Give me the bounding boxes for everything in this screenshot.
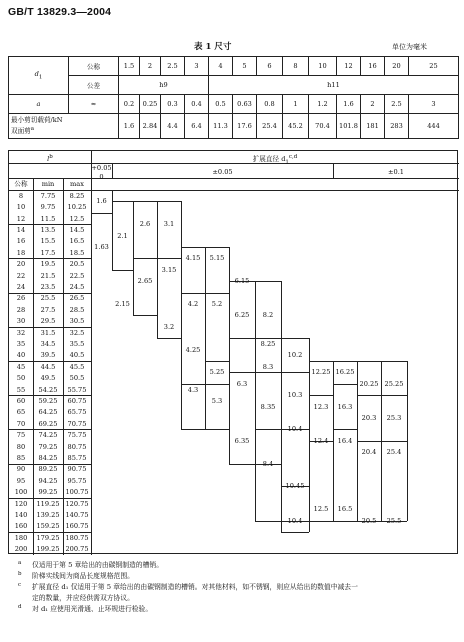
rule-v	[281, 372, 282, 429]
expanded-diameter: 12.5	[313, 505, 329, 514]
length-max: 22.5	[69, 271, 85, 280]
shear-cell: 181	[361, 114, 385, 139]
rule-h	[181, 384, 205, 385]
length-min: 25.5	[40, 294, 56, 303]
rule-h	[281, 338, 309, 339]
length-nominal: 40	[16, 351, 26, 360]
a-cell: 3	[409, 95, 459, 114]
length-nominal: 26	[16, 294, 26, 303]
expanded-diameter: 8.35	[260, 402, 276, 411]
length-min: 69.25	[38, 419, 58, 428]
length-min: 39.5	[40, 351, 56, 360]
length-max: 200.75	[65, 545, 89, 554]
col-max: max	[70, 180, 84, 188]
rule-v	[281, 486, 282, 520]
length-min: 89.25	[38, 465, 58, 474]
shear-cell: 4.4	[161, 114, 185, 139]
length-min: 9.75	[40, 203, 56, 212]
tolerance-plus: +0.05	[91, 164, 112, 172]
rule-v	[133, 201, 134, 258]
shear-cell: 1.6	[119, 114, 140, 139]
rule-v	[309, 361, 310, 395]
rule-h	[357, 395, 381, 396]
rule-h	[333, 521, 357, 522]
rule-h	[333, 429, 357, 430]
expanded-diameter: 20.5	[361, 516, 377, 525]
rule-h	[205, 361, 229, 362]
tolerance-h9: h9	[119, 76, 209, 95]
nominal-cell: 6	[257, 57, 283, 76]
footnote: d 对 d₁ 应使用光滑通、止环规进行检验。	[18, 604, 153, 613]
rule-v	[407, 395, 408, 441]
rule-v	[205, 384, 206, 430]
rule-h	[255, 521, 281, 522]
rule-h	[281, 372, 309, 373]
rule-v	[281, 281, 282, 338]
tolerance-h11: h11	[209, 76, 459, 95]
nominal-cell: 8	[283, 57, 309, 76]
expanded-diameter: 10.3	[287, 391, 303, 400]
rule-h	[381, 395, 407, 396]
nominal-cell: 10	[309, 57, 337, 76]
length-min: 74.25	[38, 431, 58, 440]
length-min: 84.25	[38, 453, 58, 462]
length-nominal: 60	[16, 396, 26, 405]
rule-h	[9, 327, 91, 328]
expanded-diameter: 8.25	[260, 339, 276, 348]
expanded-diameter: 6.35	[234, 436, 250, 445]
length-nominal: 16	[16, 237, 26, 246]
length-nominal: 32	[16, 328, 26, 337]
expanded-diameter: 8.3	[262, 362, 274, 371]
rule-h	[255, 429, 281, 430]
length-min: 31.5	[40, 328, 56, 337]
length-min: 29.5	[40, 317, 56, 326]
length-min: 19.5	[40, 260, 56, 269]
length-nominal: 12	[16, 214, 26, 223]
nominal-cell: 25	[409, 57, 459, 76]
length-max: 100.75	[65, 488, 89, 497]
rule-h	[255, 281, 281, 282]
length-min: 119.25	[36, 499, 60, 508]
dimension-table-top	[8, 56, 459, 139]
length-min: 13.5	[40, 225, 56, 234]
footnote: 定的数量，并应经供需双方协议。	[32, 594, 134, 602]
length-max: 160.75	[65, 522, 89, 531]
length-max: 8.25	[69, 191, 85, 200]
rule-h	[255, 372, 281, 373]
rule-h	[133, 258, 157, 259]
rule-h	[229, 372, 255, 373]
length-min: 15.5	[40, 237, 56, 246]
expanded-diameter: 10.4	[287, 425, 303, 434]
length-min: 49.5	[40, 374, 56, 383]
length-nominal: 14	[16, 225, 26, 234]
length-max: 45.5	[69, 362, 85, 371]
expanded-diameter: 16.4	[337, 436, 353, 445]
expanded-diameter: 16.3	[337, 402, 353, 411]
rule-h	[133, 315, 157, 316]
a-cell: 2.5	[385, 95, 409, 114]
rule-h	[157, 201, 181, 202]
length-nominal: 85	[16, 453, 26, 462]
shear-cell: 283	[385, 114, 409, 139]
footnote: c 扩展直径 d₁ 仅适用于第 5 章给出的由碳钢制造的槽销。对其他材料，如不锈钢，则应从给出的数值中减去一	[18, 582, 358, 591]
shear-cell: 45.2	[283, 114, 309, 139]
rule-v	[255, 429, 256, 463]
length-min: 159.25	[36, 522, 60, 531]
rule-h	[181, 247, 205, 248]
rule-h	[205, 384, 229, 385]
expanded-diameter: 2.15	[115, 300, 130, 308]
rule-h	[205, 293, 229, 294]
rule-h	[91, 213, 112, 214]
length-max: 60.75	[67, 396, 87, 405]
rule-v	[157, 201, 158, 258]
rule-v	[381, 361, 382, 395]
expanded-diameter: 10.4	[287, 516, 303, 525]
rule-v	[133, 258, 134, 315]
expanded-diameter: 5.2	[211, 300, 223, 308]
length-max: 55.75	[67, 385, 87, 394]
length-min: 199.25	[36, 545, 60, 554]
a-cell: 0.5	[209, 95, 233, 114]
rule-v	[407, 361, 408, 395]
rule-h	[157, 338, 181, 339]
rule-h	[9, 498, 91, 499]
rule-h	[205, 429, 229, 430]
length-nominal: 18	[16, 248, 26, 257]
tolerance-pm-005: ±0.05	[212, 168, 233, 176]
expanded-diameter: 2.65	[137, 277, 153, 286]
a-cell: 0.63	[233, 95, 257, 114]
expanded-diameter: 10.45	[285, 482, 305, 491]
expanded-diameter: 4.25	[185, 345, 201, 354]
a-cell: 0.8	[257, 95, 283, 114]
length-max: 26.5	[69, 294, 85, 303]
length-max: 32.5	[69, 328, 85, 337]
rule-v	[357, 361, 358, 395]
nominal-cell: 1.5	[119, 57, 140, 76]
rule-h	[281, 532, 309, 533]
rule-h	[255, 338, 281, 339]
rule-h	[9, 429, 91, 430]
nominal-cell: 16	[361, 57, 385, 76]
rule-h	[381, 361, 407, 362]
length-max: 40.5	[69, 351, 85, 360]
length-min: 21.5	[40, 271, 56, 280]
expanded-diameter: 2.1	[117, 231, 128, 240]
length-min: 54.25	[38, 385, 58, 394]
length-max: 35.5	[69, 339, 85, 348]
length-min: 139.25	[36, 510, 60, 519]
expanded-diameter: 12.25	[311, 368, 331, 377]
shear-cell: 2.84	[140, 114, 161, 139]
a-cell: 0.25	[140, 95, 161, 114]
length-nominal: 100	[14, 488, 28, 497]
length-max: 65.75	[67, 408, 87, 417]
rule-h	[9, 178, 459, 179]
rule-h	[229, 338, 255, 339]
rule-h	[9, 464, 91, 465]
length-min: 79.25	[38, 442, 58, 451]
length-max: 120.75	[65, 499, 89, 508]
expanded-diameter: 25.5	[386, 516, 402, 525]
length-min: 23.5	[40, 282, 56, 291]
a-cell: 1.2	[309, 95, 337, 114]
rule-h	[333, 361, 357, 362]
length-min: 179.25	[36, 533, 60, 542]
expanded-diameter: 5.25	[209, 368, 225, 377]
length-max: 24.5	[69, 282, 85, 291]
rule-h	[357, 361, 381, 362]
expanded-diameter: 3.2	[163, 322, 175, 331]
expanded-diameter: 20.4	[361, 448, 377, 457]
length-min: 27.5	[40, 305, 56, 314]
length-nominal: 28	[16, 305, 26, 314]
length-nominal: 120	[14, 499, 28, 508]
rule-v	[229, 338, 230, 372]
expanded-diameter: 16.5	[337, 505, 353, 514]
length-max: 28.5	[69, 305, 85, 314]
a-label: a	[9, 95, 69, 114]
footnote: a 仅适用于第 5 章给出的由碳钢制造的槽销。	[18, 560, 163, 569]
length-max: 80.75	[67, 442, 87, 451]
rule-h	[357, 441, 381, 442]
length-max: 140.75	[65, 510, 89, 519]
rule-h	[9, 293, 91, 294]
a-cell: 0.4	[185, 95, 209, 114]
expanded-diameter: 4.3	[187, 385, 199, 394]
length-max: 16.5	[69, 237, 85, 246]
rule-h	[181, 293, 205, 294]
footnotes	[8, 560, 458, 615]
nominal-cell: 2	[140, 57, 161, 76]
length-nominal: 35	[16, 339, 26, 348]
expanded-diameter: 6.25	[234, 311, 250, 320]
length-nominal: 160	[14, 522, 28, 531]
rule-h	[112, 270, 133, 271]
standard-header: GB/T 13829.3—2004	[8, 6, 112, 18]
length-max: 10.25	[67, 203, 87, 212]
rule-h	[309, 521, 333, 522]
expanded-diameter: 5.15	[209, 254, 225, 263]
rule-h	[381, 441, 407, 442]
shear-cell: 6.4	[185, 114, 209, 139]
length-max: 85.75	[67, 453, 87, 462]
length-nominal: 24	[16, 282, 26, 291]
shear-cell: 70.4	[309, 114, 337, 139]
rule-v	[255, 464, 256, 521]
length-nominal: 30	[16, 317, 26, 326]
expanded-diameter: 8.4	[262, 459, 274, 468]
expanded-diameter: 12.3	[313, 402, 329, 411]
expanded-diameter: 4.15	[185, 254, 201, 263]
rule-h	[9, 190, 459, 191]
rule-v	[407, 441, 408, 521]
length-nominal: 200	[14, 545, 28, 554]
rule-h	[91, 190, 112, 191]
length-max: 12.5	[69, 214, 85, 223]
rule-h	[309, 361, 333, 362]
expanded-diameter: 20.3	[361, 414, 377, 422]
a-approx: ≈	[69, 95, 119, 114]
rule-h	[112, 201, 133, 202]
expanded-diameter: 6.15	[234, 277, 250, 286]
length-max: 180.75	[65, 533, 89, 542]
expanded-diameter: 25.4	[386, 448, 402, 457]
length-max: 75.75	[67, 431, 87, 440]
rule-h	[157, 258, 181, 259]
rule-h	[333, 384, 357, 385]
length-nominal: 45	[16, 362, 26, 371]
table-caption: 表 1 尺寸	[194, 42, 232, 52]
expanded-diameter: 1.63	[94, 243, 109, 251]
length-max: 50.5	[69, 374, 85, 383]
rule-h	[9, 361, 91, 362]
col-nominal: 公称	[14, 180, 28, 188]
shear-load-label: 最小剪切载荷/kN 双面剪$^a$	[9, 114, 119, 139]
rule-v	[281, 429, 282, 486]
nominal-cell: 12	[337, 57, 361, 76]
shear-cell: 11.3	[209, 114, 233, 139]
length-min: 17.5	[40, 248, 56, 257]
length-min: 44.5	[40, 362, 56, 371]
length-max: 14.5	[69, 225, 85, 234]
expanded-diameter: 3.1	[163, 220, 175, 229]
expanded-diameter: 1.6	[96, 197, 107, 206]
nominal-cell: 4	[209, 57, 233, 76]
length-expansion-table	[8, 150, 458, 554]
length-nominal: 180	[14, 533, 28, 542]
length-min: 34.5	[40, 339, 56, 348]
expanded-diameter: 8.2	[262, 311, 274, 320]
footnote: b 阶梯实线间为商品长度规格范围。	[18, 571, 134, 580]
expanded-diameter: 5.3	[211, 396, 223, 405]
length-nominal: 8	[18, 191, 24, 200]
rule-h	[9, 532, 91, 533]
length-nominal: 50	[16, 374, 26, 383]
length-max: 30.5	[69, 317, 85, 326]
length-nominal: 20	[16, 260, 26, 269]
shear-cell: 17.6	[233, 114, 257, 139]
length-min: 64.25	[38, 408, 58, 417]
rule-h	[9, 258, 91, 259]
rule-h	[133, 201, 157, 202]
unit-note: 单位为毫米	[392, 43, 427, 51]
expanded-diameter: 25.3	[386, 414, 402, 422]
expanded-diameter: 12.4	[313, 436, 329, 445]
length-nominal: 140	[14, 510, 28, 519]
expanded-diameter: 2.6	[139, 220, 151, 229]
expanded-diameter: 16.25	[335, 368, 355, 377]
a-cell: 0.2	[119, 95, 140, 114]
rule-h	[9, 395, 91, 396]
rule-h	[229, 464, 255, 465]
rule-v	[229, 281, 230, 338]
length-min: 94.25	[38, 476, 58, 485]
tolerance-zero: 0	[99, 173, 104, 181]
col-min: min	[41, 180, 55, 188]
tolerance-pm-01: ±0.1	[387, 168, 404, 176]
expanded-diameter: 4.2	[187, 300, 199, 308]
length-nominal: 55	[16, 385, 26, 394]
rule-h	[9, 224, 91, 225]
rule-v	[255, 372, 256, 429]
expanded-diameter: 25.25	[384, 379, 404, 388]
length-min: 99.25	[38, 488, 58, 497]
expanded-diameter: 20.25	[359, 379, 379, 388]
length-nominal: 22	[16, 271, 26, 280]
d1-label: $d_1$	[9, 57, 69, 95]
length-l-label: $l^b$	[47, 154, 53, 164]
length-nominal: 65	[16, 408, 26, 417]
length-max: 70.75	[67, 419, 87, 428]
length-nominal: 80	[16, 442, 26, 451]
a-cell: 0.3	[161, 95, 185, 114]
length-max: 95.75	[67, 476, 87, 485]
nominal-cell: 3	[185, 57, 209, 76]
rule-h	[181, 429, 205, 430]
length-min: 7.75	[40, 191, 56, 200]
nominal-cell: 20	[385, 57, 409, 76]
shear-cell: 444	[409, 114, 459, 139]
expanded-diameter-label: 扩展直径 $d_1^{c,d}$	[252, 154, 298, 166]
expanded-diameter: 6.3	[236, 379, 248, 388]
a-cell: 1	[283, 95, 309, 114]
rule-h	[205, 247, 229, 248]
rule-h	[309, 395, 333, 396]
nominal-label: 公称	[69, 57, 119, 76]
expanded-diameter: 3.15	[161, 265, 177, 274]
nominal-cell: 5	[233, 57, 257, 76]
length-nominal: 70	[16, 419, 26, 428]
rule-v	[309, 521, 310, 532]
shear-cell: 25.4	[257, 114, 283, 139]
length-max: 90.75	[67, 465, 87, 474]
length-min: 11.5	[40, 214, 56, 223]
length-min: 59.25	[38, 396, 58, 405]
shear-cell: 101.8	[337, 114, 361, 139]
rule-v	[255, 281, 256, 338]
length-nominal: 10	[16, 203, 26, 212]
expanded-diameter: 10.2	[287, 351, 303, 360]
length-max: 20.5	[69, 260, 85, 269]
length-nominal: 75	[16, 431, 26, 440]
length-nominal: 90	[16, 465, 26, 474]
tolerance-label: 公差	[69, 76, 119, 95]
a-cell: 2	[361, 95, 385, 114]
length-max: 18.5	[69, 248, 85, 257]
a-cell: 1.6	[337, 95, 361, 114]
length-nominal: 95	[16, 476, 26, 485]
nominal-cell: 2.5	[161, 57, 185, 76]
